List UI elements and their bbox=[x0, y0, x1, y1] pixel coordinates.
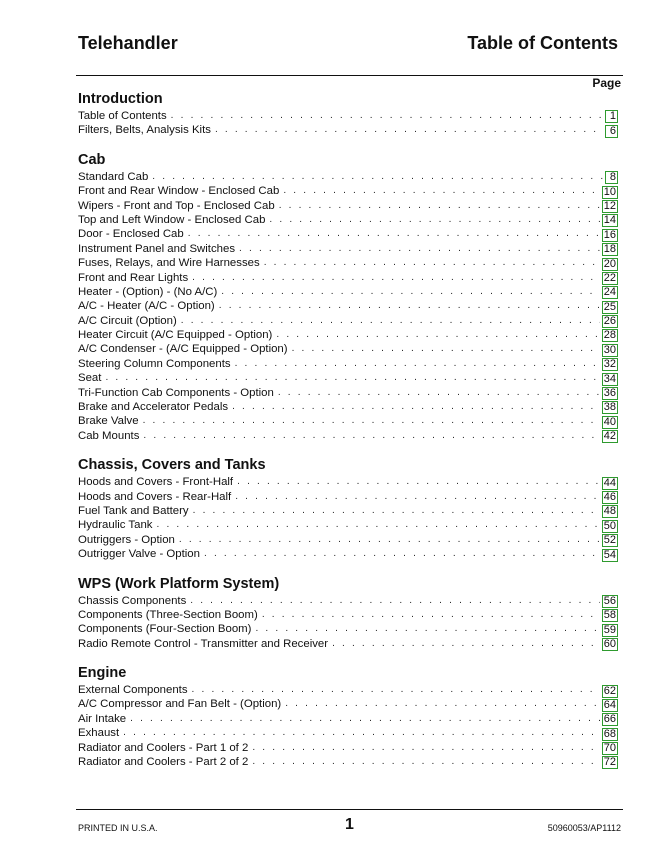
toc-entry-label: Hoods and Covers - Front-Half bbox=[78, 476, 234, 489]
toc-entry[interactable] bbox=[78, 299, 618, 313]
toc-entry[interactable] bbox=[78, 184, 618, 198]
toc-entry[interactable] bbox=[78, 342, 618, 356]
toc-entry[interactable] bbox=[78, 475, 618, 489]
dot-leader bbox=[219, 299, 600, 313]
toc-page-link[interactable]: 59 bbox=[603, 623, 616, 636]
toc-page-link[interactable]: 72 bbox=[603, 756, 616, 769]
toc-entry[interactable] bbox=[78, 755, 618, 769]
section-heading: Table of Contents bbox=[467, 33, 618, 53]
dot-leader bbox=[283, 184, 599, 198]
toc-entry-label: Air Intake bbox=[78, 712, 127, 725]
toc-entry-label: Radiator and Coolers - Part 1 of 2 bbox=[78, 741, 249, 754]
toc-entry[interactable] bbox=[78, 637, 618, 651]
toc-entry-label: Outriggers - Option bbox=[78, 533, 175, 546]
toc-page-link[interactable]: 10 bbox=[603, 185, 616, 198]
toc-page-link[interactable]: 1 bbox=[605, 110, 618, 123]
dot-leader bbox=[123, 726, 600, 740]
toc-page-link[interactable]: 56 bbox=[603, 594, 616, 607]
toc-page-link[interactable]: 8 bbox=[605, 171, 618, 184]
toc-entry-label: Top and Left Window - Enclosed Cab bbox=[78, 213, 266, 226]
toc-entry[interactable] bbox=[78, 199, 618, 213]
toc-entry[interactable] bbox=[78, 622, 618, 636]
toc-page-link[interactable]: 62 bbox=[603, 684, 616, 697]
dot-leader bbox=[193, 504, 600, 518]
toc-entry[interactable] bbox=[78, 698, 618, 712]
toc-page-link[interactable]: 18 bbox=[603, 243, 616, 256]
toc-entry[interactable] bbox=[78, 490, 618, 504]
dot-leader bbox=[188, 227, 600, 241]
dot-leader bbox=[252, 741, 599, 755]
document-number: 50960053/AP1112 bbox=[547, 823, 621, 833]
toc-entry[interactable] bbox=[78, 533, 618, 547]
toc-entry-label: Hydraulic Tank bbox=[78, 519, 153, 532]
toc-page-link[interactable]: 30 bbox=[603, 343, 616, 356]
toc-entry-label: A/C - Heater (A/C - Option) bbox=[78, 300, 215, 313]
toc-page-link[interactable]: 12 bbox=[603, 199, 616, 212]
toc-entry-label: Wipers - Front and Top - Enclosed Cab bbox=[78, 199, 275, 212]
dot-leader bbox=[221, 285, 599, 299]
toc-entry-label: A/C Condenser - (A/C Equipped - Option) bbox=[78, 343, 288, 356]
toc-entry[interactable] bbox=[78, 518, 618, 532]
toc-entry[interactable] bbox=[78, 256, 618, 270]
toc-entry-label: Fuses, Relays, and Wire Harnesses bbox=[78, 257, 260, 270]
dot-leader bbox=[130, 712, 600, 726]
dot-leader bbox=[215, 123, 603, 137]
toc-entry-label: Fuel Tank and Battery bbox=[78, 504, 189, 517]
toc-entry[interactable] bbox=[78, 594, 618, 608]
toc-entry-label: Radiator and Coolers - Part 2 of 2 bbox=[78, 756, 249, 769]
header-divider bbox=[76, 75, 623, 76]
toc-entry-label: Heater Circuit (A/C Equipped - Option) bbox=[78, 329, 273, 342]
toc-section-title: Chassis, Covers and Tanks bbox=[78, 457, 266, 474]
toc-page-link[interactable]: 34 bbox=[603, 372, 616, 385]
toc-entry-label: Cab Mounts bbox=[78, 429, 140, 442]
toc-entry[interactable] bbox=[78, 400, 618, 414]
dot-leader bbox=[237, 475, 600, 489]
toc-section bbox=[78, 456, 618, 561]
dot-leader bbox=[332, 637, 600, 651]
toc-page-link[interactable]: 64 bbox=[603, 698, 616, 711]
toc-entry[interactable] bbox=[78, 504, 618, 518]
toc-entry-label: Brake Valve bbox=[78, 415, 139, 428]
toc-entry[interactable] bbox=[78, 123, 618, 137]
toc-section-title: Cab bbox=[78, 151, 106, 168]
toc-entry[interactable] bbox=[78, 213, 618, 227]
dot-leader bbox=[157, 518, 600, 532]
toc-section bbox=[78, 575, 618, 652]
dot-leader bbox=[264, 256, 600, 270]
dot-leader bbox=[278, 386, 600, 400]
toc-page-link[interactable]: 70 bbox=[603, 742, 616, 755]
dot-leader bbox=[143, 414, 600, 428]
toc-entry-label: Steering Column Components bbox=[78, 357, 231, 370]
toc-entry-label: Front and Rear Window - Enclosed Cab bbox=[78, 185, 280, 198]
toc-entry[interactable] bbox=[78, 227, 618, 241]
toc-entry[interactable] bbox=[78, 683, 618, 697]
toc-page-link[interactable]: 52 bbox=[603, 534, 616, 547]
toc-page-link[interactable]: 28 bbox=[603, 329, 616, 342]
toc-page-link[interactable]: 16 bbox=[603, 228, 616, 241]
toc-entry[interactable] bbox=[78, 547, 618, 561]
dot-leader bbox=[143, 429, 599, 443]
toc-entry-label: Tri-Function Cab Components - Option bbox=[78, 386, 274, 399]
toc-page-link[interactable]: 54 bbox=[603, 548, 616, 561]
dot-leader bbox=[285, 697, 600, 711]
toc-entry[interactable] bbox=[78, 109, 618, 123]
toc-entry[interactable] bbox=[78, 608, 618, 622]
toc-entry[interactable] bbox=[78, 271, 618, 285]
dot-leader bbox=[232, 400, 600, 414]
toc-entry[interactable] bbox=[78, 712, 618, 726]
toc-entry-label: Outrigger Valve - Option bbox=[78, 548, 200, 561]
toc-page-link[interactable]: 22 bbox=[603, 271, 616, 284]
toc-entry[interactable] bbox=[78, 242, 618, 256]
toc-entry-label: Components (Three-Section Boom) bbox=[78, 608, 258, 621]
footer-divider bbox=[76, 809, 623, 810]
toc-entry-label: Heater - (Option) - (No A/C) bbox=[78, 285, 218, 298]
toc-page-link[interactable]: 32 bbox=[603, 358, 616, 371]
print-note: PRINTED IN U.S.A. bbox=[78, 823, 158, 833]
toc-page-link[interactable]: 68 bbox=[603, 727, 616, 740]
page-number: 1 bbox=[345, 816, 354, 833]
toc-page-link[interactable]: 60 bbox=[603, 638, 616, 651]
toc-page-link[interactable]: 26 bbox=[603, 315, 616, 328]
toc-section-title: Engine bbox=[78, 665, 127, 682]
dot-leader bbox=[204, 547, 600, 561]
toc-page-link[interactable]: 48 bbox=[603, 505, 616, 518]
toc-entry[interactable] bbox=[78, 328, 618, 342]
dot-leader bbox=[255, 622, 599, 636]
toc-page-link[interactable]: 46 bbox=[603, 490, 616, 503]
page-column-label: Page bbox=[592, 76, 621, 90]
toc-entry-label: A/C Circuit (Option) bbox=[78, 314, 177, 327]
toc-entry-label: Hoods and Covers - Rear-Half bbox=[78, 490, 232, 503]
toc-entry-label: Instrument Panel and Switches bbox=[78, 242, 236, 255]
toc-entry-label: Exhaust bbox=[78, 727, 120, 740]
toc-entry-label: Front and Rear Lights bbox=[78, 271, 189, 284]
toc-page-link[interactable]: 42 bbox=[603, 430, 616, 443]
dot-leader bbox=[235, 357, 600, 371]
toc-entry-label: Radio Remote Control - Transmitter and Receiver bbox=[78, 637, 329, 650]
toc-entry[interactable] bbox=[78, 386, 618, 400]
dot-leader bbox=[171, 109, 603, 123]
toc-entry-label: Filters, Belts, Analysis Kits bbox=[78, 124, 211, 137]
toc-entry-label: Chassis Components bbox=[78, 594, 187, 607]
table-of-contents bbox=[78, 90, 618, 782]
toc-page-link[interactable]: 36 bbox=[603, 387, 616, 400]
toc-entry-label: External Components bbox=[78, 684, 188, 697]
dot-leader bbox=[105, 371, 599, 385]
toc-entry-label: Table of Contents bbox=[78, 109, 167, 122]
toc-page-link[interactable]: 14 bbox=[603, 214, 616, 227]
toc-page-link[interactable]: 6 bbox=[605, 125, 618, 138]
dot-leader bbox=[192, 683, 600, 697]
toc-entry[interactable] bbox=[78, 414, 618, 428]
toc-entry-label: Components (Four-Section Boom) bbox=[78, 623, 252, 636]
dot-leader bbox=[269, 213, 599, 227]
dot-leader bbox=[279, 199, 600, 213]
dot-leader bbox=[262, 608, 600, 622]
toc-page-link[interactable]: 44 bbox=[603, 476, 616, 489]
toc-section-title: WPS (Work Platform System) bbox=[78, 575, 280, 592]
toc-page-link[interactable]: 20 bbox=[603, 257, 616, 270]
toc-page-link[interactable]: 50 bbox=[603, 519, 616, 532]
toc-page-link[interactable]: 38 bbox=[603, 401, 616, 414]
toc-entry[interactable] bbox=[78, 429, 618, 443]
toc-section bbox=[78, 664, 618, 769]
toc-page-link[interactable]: 66 bbox=[603, 713, 616, 726]
dot-leader bbox=[292, 342, 600, 356]
toc-entry[interactable] bbox=[78, 285, 618, 299]
dot-leader bbox=[252, 755, 599, 769]
toc-entry[interactable] bbox=[78, 357, 618, 371]
toc-entry[interactable] bbox=[78, 371, 618, 385]
toc-page-link[interactable]: 24 bbox=[603, 286, 616, 299]
toc-entry-label: Brake and Accelerator Pedals bbox=[78, 401, 229, 414]
toc-entry-label: Door - Enclosed Cab bbox=[78, 228, 184, 241]
toc-section bbox=[78, 151, 618, 443]
dot-leader bbox=[152, 170, 603, 184]
document-title: Telehandler bbox=[78, 33, 178, 53]
toc-page-link[interactable]: 40 bbox=[603, 415, 616, 428]
dot-leader bbox=[181, 314, 600, 328]
toc-entry-label: A/C Compressor and Fan Belt - (Option) bbox=[78, 698, 282, 711]
toc-section bbox=[78, 90, 618, 138]
dot-leader bbox=[276, 328, 599, 342]
toc-page-link[interactable]: 25 bbox=[603, 300, 616, 313]
dot-leader bbox=[239, 242, 600, 256]
toc-entry[interactable] bbox=[78, 741, 618, 755]
toc-page-link[interactable]: 58 bbox=[603, 609, 616, 622]
toc-section-title: Introduction bbox=[78, 91, 163, 107]
toc-entry[interactable] bbox=[78, 314, 618, 328]
dot-leader bbox=[179, 533, 600, 547]
dot-leader bbox=[235, 490, 600, 504]
dot-leader bbox=[192, 271, 600, 285]
dot-leader bbox=[190, 594, 599, 608]
toc-entry[interactable] bbox=[78, 726, 618, 740]
toc-entry[interactable] bbox=[78, 170, 618, 184]
toc-entry-label: Seat bbox=[78, 372, 102, 385]
toc-entry-label: Standard Cab bbox=[78, 170, 149, 183]
